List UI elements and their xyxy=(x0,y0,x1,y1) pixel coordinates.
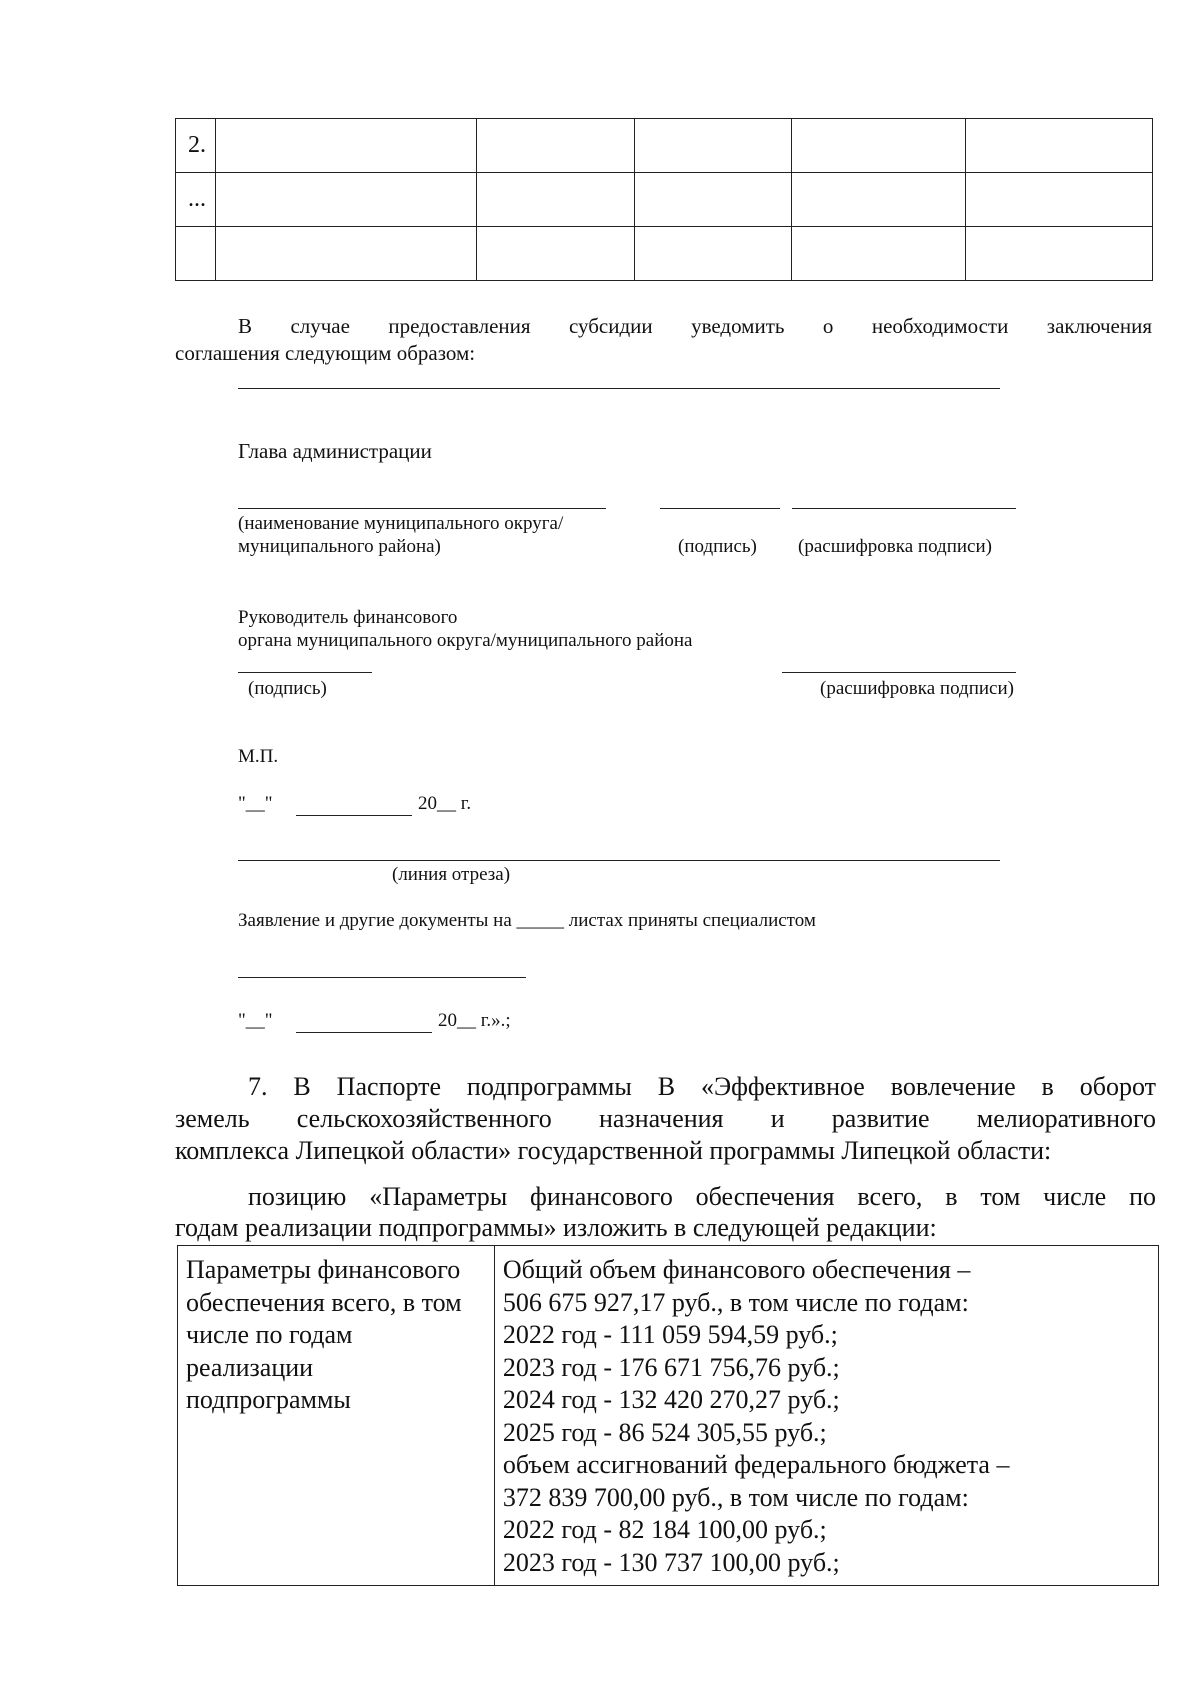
caption-name-2: муниципального района) xyxy=(238,536,441,557)
params-label-cell: Параметры финансового обеспечения всего, в том числе по годам реализации подпрограммы xyxy=(178,1246,495,1586)
signature-line xyxy=(792,508,1016,509)
cut-line xyxy=(238,860,1000,861)
caption-decoding: (расшифровка подписи) xyxy=(820,678,1014,699)
table-row xyxy=(176,227,1153,281)
signature-line xyxy=(660,508,780,509)
cut-line-label: (линия отреза) xyxy=(392,864,511,885)
caption-signature: (подпись) xyxy=(248,678,327,699)
date-year: 20__ г. xyxy=(418,793,472,814)
position-line-2: годам реализации подпрограммы» изложить в следующей редакции: xyxy=(175,1213,937,1242)
received-blank: _____ xyxy=(516,910,564,931)
caption-name-1: (наименование муниципального округа/ xyxy=(238,513,564,534)
notice-line-2: соглашения следующим образом: xyxy=(175,341,476,365)
row-number: ... xyxy=(176,173,216,227)
head-admin-title: Глава администрации xyxy=(238,439,432,463)
received-line xyxy=(238,910,816,932)
caption-signature: (подпись) xyxy=(678,536,757,557)
table-row xyxy=(176,119,1153,173)
notice-line-1: В случае предоставления субсидии уведомить о необходимости заключения xyxy=(238,314,1152,338)
date-year: 20__ г.».; xyxy=(438,1010,511,1031)
signature-line xyxy=(238,672,372,673)
row-number: 2. xyxy=(176,119,216,173)
caption-decoding: (расшифровка подписи) xyxy=(798,536,992,557)
item7-line-2: земель сельскохозяйственного назначения и развитие мелиоративного xyxy=(175,1104,1156,1133)
table-row xyxy=(176,173,1153,227)
received-text-after: листах приняты специалистом xyxy=(568,910,816,931)
date-month-line xyxy=(296,1032,432,1033)
date-day: "__" xyxy=(238,793,273,814)
signature-line xyxy=(782,672,1016,673)
position-line-1: позицию «Параметры финансового обеспечения всего, в том числе по xyxy=(248,1182,1156,1211)
stamp-label: М.П. xyxy=(238,746,279,767)
item7-line-1: 7. В Паспорте подпрограммы В «Эффективное вовлечение в оборот xyxy=(248,1072,1156,1101)
date-month-line xyxy=(296,815,412,816)
form-table xyxy=(175,118,1153,281)
signature-line xyxy=(238,508,606,509)
row-number xyxy=(176,227,216,281)
specialist-line xyxy=(238,977,526,978)
params-table xyxy=(177,1245,1159,1586)
received-text-before: Заявление и другие документы на xyxy=(238,910,512,931)
fill-line xyxy=(238,388,1000,389)
item7-line-3: комплекса Липецкой области» государственной программы Липецкой области: xyxy=(175,1136,1052,1165)
params-value-cell: Общий объем финансового обеспечения – 506 675 927,17 руб., в том числе по годам: 2022 год - 111 059 594,59 руб.; 2023 год - 176 671 756,76 руб.; 2024 год - 132 420 270,27 руб.; 2025 год - 86 524 305,55 руб.; объем ассигнований федерального бюджета – 372 839 700,00 руб., в том числе по годам: 2022 год - 82 184 100,00 руб.; 2023 год - 130 737 100,00 руб.; xyxy=(494,1246,1158,1586)
fin-head-title-2: органа муниципального округа/муниципального района xyxy=(238,630,693,651)
fin-head-title-1: Руководитель финансового xyxy=(238,607,458,628)
date-day: "__" xyxy=(238,1010,273,1031)
table-row xyxy=(178,1246,1159,1586)
